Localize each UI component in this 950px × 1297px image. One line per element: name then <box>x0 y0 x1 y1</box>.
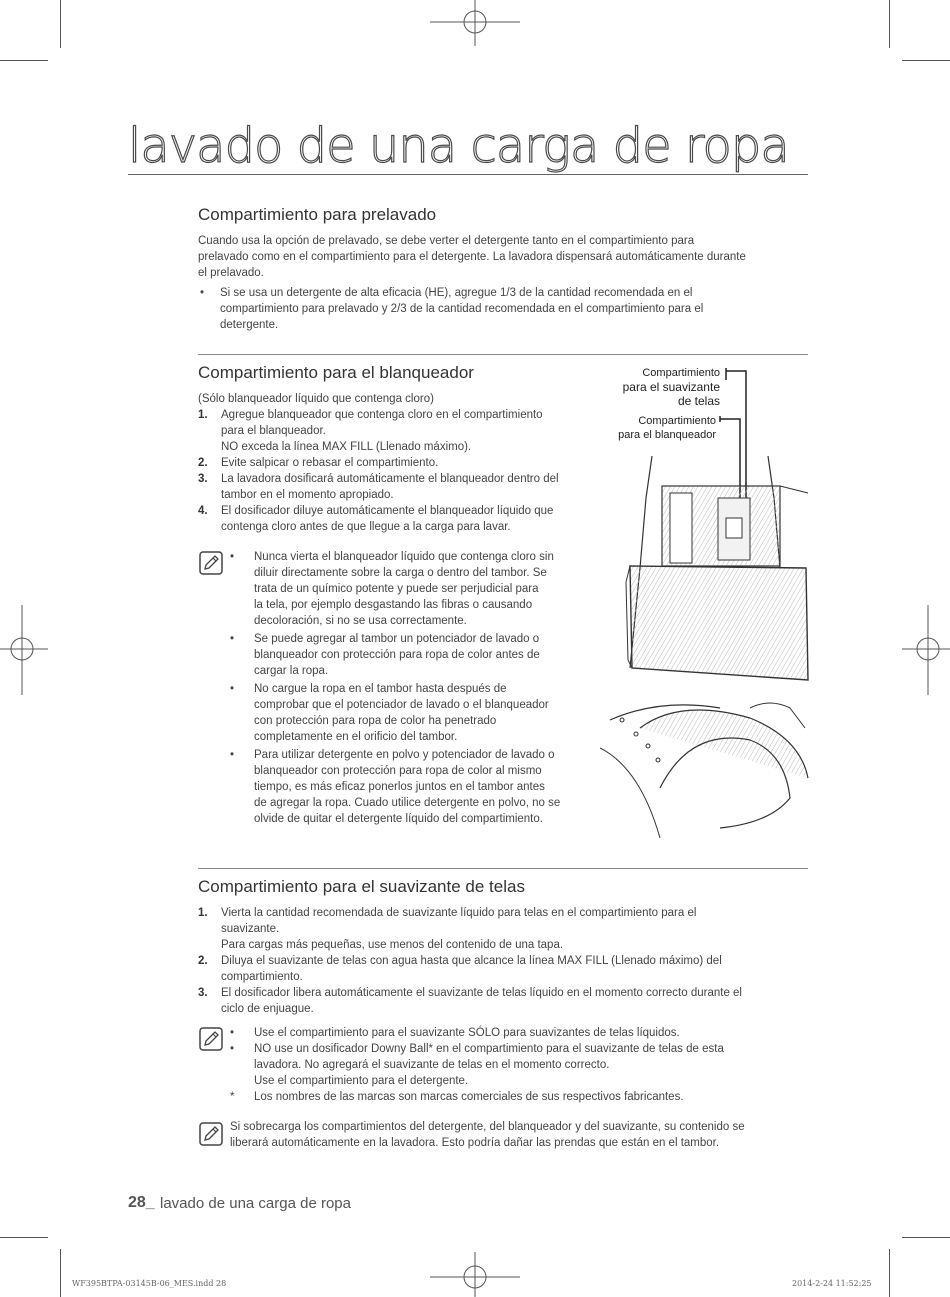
softener-notes <box>228 1025 813 1105</box>
list-item <box>228 681 608 745</box>
footnote-marker: * <box>230 1091 235 1103</box>
text-line: el prelavado. <box>198 267 264 279</box>
text-line: comprobar que el potenciador de lavado o el blanqueador <box>254 699 549 711</box>
crop-mark <box>902 1237 950 1238</box>
text-line: El dosificador diluye automáticamente el blanqueador líquido que <box>221 505 554 517</box>
softener-steps <box>198 905 813 1017</box>
text-line: trata de un químico potente y puede ser perjudicial para <box>254 583 539 595</box>
text-line: Los nombres de las marcas son marcas comerciales de sus respectivos fabricantes. <box>254 1091 684 1103</box>
text-line: Diluya el suavizante de telas con agua hasta que alcance la línea MAX FILL (Llenado máximo) del <box>221 955 722 967</box>
text-line: Para cargas más pequeñas, use menos del contenido de una tapa. <box>221 939 564 951</box>
dispenser-drawer-illustration <box>600 368 810 838</box>
text-line: Para utilizar detergente en polvo y potenciador de lavado o <box>254 749 555 761</box>
bleach-heading: Compartimiento para el blanqueador <box>198 363 474 382</box>
note-pencil-icon <box>199 1027 223 1051</box>
list-item <box>228 549 608 629</box>
bullet-marker: • <box>200 287 205 299</box>
section-divider <box>198 354 808 355</box>
step-number: 1. <box>198 907 208 919</box>
text-line: blanqueador con protección para ropa de color antes de <box>254 649 540 661</box>
title-underline <box>128 174 808 175</box>
text-line: Use el compartimiento para el detergente. <box>254 1075 469 1087</box>
text-line: Si sobrecarga los compartimientos del detergente, del blanqueador y del suavizante, su contenido se <box>230 1121 745 1133</box>
text-line: para el suavizante <box>622 380 720 394</box>
text-line: Se puede agregar al tambor un potenciador de lavado o <box>254 633 540 645</box>
text-line: suavizante. <box>221 923 280 935</box>
crop-mark <box>60 0 61 48</box>
print-timestamp: 2014-2-24 11:52:25 <box>792 1279 872 1288</box>
text-line: para el blanqueador <box>618 429 716 441</box>
prewash-bullet <box>198 285 813 333</box>
text-line: blanqueador con protección para ropa de color al mismo <box>254 765 542 777</box>
text-line: Compartimiento <box>642 367 720 379</box>
bullet-marker: • <box>230 1043 235 1055</box>
text-line: compartimiento para prelavado y 2/3 de la cantidad recomendada en el compartimiento para el <box>220 303 704 315</box>
text-line: decoloración, si no se usa correctamente. <box>254 615 467 627</box>
list-item <box>198 985 813 1017</box>
footer-section-title: lavado de una carga de ropa <box>160 1195 351 1212</box>
list-item <box>228 1041 813 1089</box>
overload-warning <box>230 1119 815 1151</box>
list-item <box>228 747 608 827</box>
text-line: liberará automáticamente en la lavadora. Esto podría dañar las prendas que están en el tambor. <box>230 1137 720 1149</box>
registration-mark-top <box>425 0 525 48</box>
bullet-marker: • <box>230 633 235 645</box>
text-line: completamente en el orificio del tambor. <box>254 731 458 743</box>
softener-heading: Compartimiento para el suavizante de telas <box>198 877 525 896</box>
bullet-marker: • <box>230 551 235 563</box>
text-line: ciclo de enjuague. <box>221 1003 314 1015</box>
page-title: lavado de una carga de ropa <box>128 118 789 174</box>
text-line: olvide de quitar el detergente líquido del compartimiento. <box>254 813 543 825</box>
list-item <box>228 1025 813 1041</box>
text-line: con protección para ropa de color ha penetrado <box>254 715 497 727</box>
text-line: prelavado como en el compartimiento para el detergente. La lavadora dispensará automáticamente durante <box>198 251 746 263</box>
crop-mark <box>889 1249 890 1297</box>
text-line: tambor en el momento apropiado. <box>221 489 394 501</box>
registration-mark-left <box>0 605 48 695</box>
text-line: No cargue la ropa en el tambor hasta después de <box>254 683 507 695</box>
list-item <box>198 407 603 455</box>
crop-mark <box>0 1237 48 1238</box>
text-line: Use el compartimiento para el suavizante SÓLO para suavizantes de telas líquidos. <box>254 1027 680 1039</box>
list-item <box>198 953 813 985</box>
text-line: cargar la ropa. <box>254 665 329 677</box>
text-line: la tela, por ejemplo desgastando las fibras o causando <box>254 599 533 611</box>
text-line: lavadora. No agregará el suavizante de telas en el momento correcto. <box>254 1059 610 1071</box>
list-item <box>198 455 603 471</box>
bleach-intro: (Sólo blanqueador líquido que contenga cloro) <box>198 393 434 405</box>
text-line: para el blanqueador. <box>221 425 326 437</box>
registration-mark-bottom <box>425 1252 525 1297</box>
text-line: detergente. <box>220 319 279 331</box>
list-item <box>198 471 603 503</box>
prewash-paragraph <box>198 233 813 281</box>
bullet-marker: • <box>230 1027 235 1039</box>
text-line: Nunca vierta el blanqueador líquido que contenga cloro sin <box>254 551 554 563</box>
text-line: Evite salpicar o rebasar el compartimiento. <box>221 457 439 469</box>
text-line: compartimiento. <box>221 971 303 983</box>
list-item <box>198 905 813 953</box>
text-line: NO use un dosificador Downy Ball* en el compartimiento para el suavizante de telas de esta <box>254 1043 724 1055</box>
file-name: WF395BTPA-03145B-06_MES.indd 28 <box>72 1279 227 1288</box>
crop-mark <box>902 60 950 61</box>
bullet-marker: • <box>230 683 235 695</box>
text-line: El dosificador libera automáticamente el suavizante de telas líquido en el momento correcto durante el <box>221 987 742 999</box>
step-number: 3. <box>198 473 208 485</box>
text-line: diluir directamente sobre la carga o dentro del tambor. Se <box>254 567 547 579</box>
crop-mark <box>0 60 48 61</box>
text-line: de agregar la ropa. Cuado utilice detergente en polvo, no se <box>254 797 561 809</box>
crop-mark <box>60 1249 61 1297</box>
registration-mark-right <box>902 605 950 695</box>
text-line: Vierta la cantidad recomendada de suavizante líquido para telas en el compartimiento para el <box>221 907 697 919</box>
step-number: 2. <box>198 955 208 967</box>
warning-pencil-icon <box>199 1122 223 1146</box>
text-line: contenga cloro antes de que llegue a la carga para lavar. <box>221 521 511 533</box>
bullet-marker: • <box>230 749 235 761</box>
bleach-notes <box>228 549 608 827</box>
list-item <box>228 1089 813 1105</box>
prewash-heading: Compartimiento para prelavado <box>198 205 437 224</box>
text-line: Si se usa un detergente de alta eficacia (HE), agregue 1/3 de la cantidad recomendada en el <box>220 287 693 299</box>
step-number: 2. <box>198 457 208 469</box>
crop-mark <box>889 0 890 48</box>
step-number: 3. <box>198 987 208 999</box>
note-pencil-icon <box>199 551 223 575</box>
list-item <box>198 503 603 535</box>
text-line: Cuando usa la opción de prelavado, se debe verter el detergente tanto en el compartimiento para <box>198 235 695 247</box>
step-number: 1. <box>198 409 208 421</box>
text-line: Compartimiento <box>638 415 716 427</box>
section-divider <box>198 868 808 869</box>
page-number: 28_ <box>128 1194 155 1211</box>
text-line: tiempo, es más eficaz ponerlos juntos en el tambor antes <box>254 781 545 793</box>
text-line: NO exceda la línea MAX FILL (Llenado máximo). <box>221 441 472 453</box>
list-item <box>228 631 608 679</box>
step-number: 4. <box>198 505 208 517</box>
text-line: Agregue blanqueador que contenga cloro en el compartimiento <box>221 409 543 421</box>
bleach-steps <box>198 407 603 535</box>
text-line: de telas <box>677 394 720 408</box>
text-line: La lavadora dosificará automáticamente el blanqueador dentro del <box>221 473 559 485</box>
